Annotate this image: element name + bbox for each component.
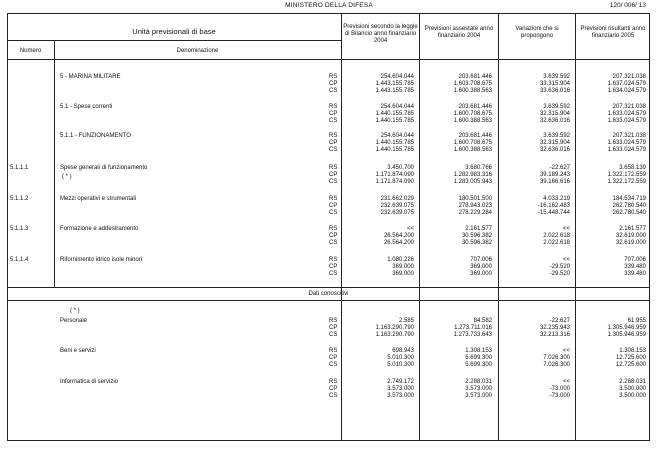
row-type-code: CS <box>329 88 338 94</box>
row-value: 12.725.600 <box>615 362 646 368</box>
row-value: 207.321.038 <box>612 74 646 80</box>
row-value: 1.600.708.675 <box>453 140 492 146</box>
row-value: << <box>562 226 570 232</box>
page-number: 120/ 006/ 13 <box>609 2 646 9</box>
row-type-code: CP <box>329 355 338 361</box>
row-value: 232.639.075 <box>380 203 414 209</box>
row-type-code: RS <box>329 257 338 263</box>
row-value: 1.163.290.790 <box>375 332 414 338</box>
row-value: 32.315.904 <box>539 140 570 146</box>
header-numero: Numero <box>19 48 42 54</box>
row-value: 184.534.719 <box>612 196 646 202</box>
row-value: 61.955 <box>627 318 646 324</box>
row-value: 203.681.446 <box>458 133 492 139</box>
row-value: 1.633.024.579 <box>607 118 646 124</box>
row-value: 1.443.155.785 <box>375 81 414 87</box>
row-value: 84.582 <box>473 318 492 324</box>
dati-conoscitivi-title: Dati conoscitivi <box>308 291 349 297</box>
row-value: 1.443.155.785 <box>375 88 414 94</box>
row-number: 5.1.1.3 <box>10 226 29 232</box>
row-value: 369.000 <box>470 271 492 277</box>
row-value: 3.658.139 <box>619 165 646 171</box>
row-value: 339.480 <box>624 264 646 270</box>
row-label: 5.1 - Spese correnti <box>60 104 113 110</box>
row-value: 3.500.000 <box>619 386 646 392</box>
row-value: 39.166.616 <box>539 179 570 185</box>
dati-rule-2 <box>7 300 650 301</box>
row-value: 33.315.904 <box>539 81 570 87</box>
row-type-code: CP <box>329 325 338 331</box>
row-value: 2.161.577 <box>465 226 492 232</box>
row-value: << <box>562 348 570 354</box>
header-denominazione: Denominazione <box>176 48 219 54</box>
row-label: Informatica di servizio <box>60 379 119 385</box>
row-value: 369.000 <box>392 264 414 270</box>
row-value: 1.282.983.316 <box>453 172 492 178</box>
row-value: 3.680.766 <box>465 165 492 171</box>
row-value: 32.315.904 <box>539 111 570 117</box>
row-type-code: RS <box>329 318 338 324</box>
row-type-code: RS <box>329 133 338 139</box>
row-value: 2.749.172 <box>387 379 414 385</box>
row-type-code: CS <box>329 332 338 338</box>
row-value: 707.006 <box>624 257 646 263</box>
row-number: 5.1.1.2 <box>10 196 29 202</box>
row-type-code: RS <box>329 379 338 385</box>
row-value: 1.633.024.579 <box>607 140 646 146</box>
row-label: 5.1.1 - FUNZIONAMENTO <box>60 133 131 139</box>
row-value: 1.440.155.785 <box>375 147 414 153</box>
row-value: 698.943 <box>392 348 414 354</box>
row-value: 1.440.155.785 <box>375 140 414 146</box>
row-value: -73.000 <box>549 386 570 392</box>
row-value: 32.636.016 <box>539 147 570 153</box>
row-value: 7.026.300 <box>543 362 570 368</box>
header-unita: Unità previsionali di base <box>132 27 216 36</box>
row-value: 1.600.388.563 <box>453 147 492 153</box>
row-value: 339.480 <box>624 271 646 277</box>
row-value: 3.450.700 <box>387 165 414 171</box>
row-value: 707.006 <box>470 257 492 263</box>
row-value: 2.022.618 <box>543 233 570 239</box>
row-value: 3.573.000 <box>387 393 414 399</box>
row-type-code: CP <box>329 140 338 146</box>
row-value: 207.321.038 <box>612 104 646 110</box>
row-value: -22.627 <box>549 165 570 171</box>
row-value: 231.662.029 <box>380 196 414 202</box>
row-value: -22.627 <box>549 318 570 324</box>
row-value: 39.189.243 <box>539 172 570 178</box>
row-type-code: CS <box>329 240 338 246</box>
row-value: 2.161.577 <box>619 226 646 232</box>
row-value: << <box>562 257 570 263</box>
row-value: 33.636.016 <box>539 88 570 94</box>
row-value: 1.308.153 <box>465 348 492 354</box>
row-value: 30.596.382 <box>461 240 492 246</box>
row-number: 5.1.1.1 <box>10 165 29 171</box>
row-value: 232.639.075 <box>380 210 414 216</box>
row-value: 3.573.000 <box>465 386 492 392</box>
row-value: 3.573.000 <box>465 393 492 399</box>
row-value: 1.633.024.579 <box>607 147 646 153</box>
page-header-title: MINISTERO DELLA DIFESA <box>285 2 373 9</box>
row-value: 1.322.172.559 <box>607 172 646 178</box>
row-value: 32.235.943 <box>539 325 570 331</box>
row-value: 1.171.874.090 <box>375 172 414 178</box>
col-sep-c2 <box>419 13 420 441</box>
row-type-code: CS <box>329 393 338 399</box>
row-type-code: RS <box>329 196 338 202</box>
row-label: 5 - MARINA MILITARE <box>60 74 121 80</box>
row-value: 254.604.044 <box>380 74 414 80</box>
dati-note: ( * ) <box>70 308 80 314</box>
row-type-code: RS <box>329 104 338 110</box>
row-value: 5.010.300 <box>387 362 414 368</box>
row-value: 3.639.592 <box>543 133 570 139</box>
row-value: 1.600.708.675 <box>453 111 492 117</box>
row-value: 1.440.155.785 <box>375 111 414 117</box>
row-value: 12.725.600 <box>615 355 646 361</box>
col-sep-numero <box>54 40 55 287</box>
header-rule-2 <box>7 59 650 60</box>
row-value: 3.639.592 <box>543 74 570 80</box>
row-value: -15.448.744 <box>537 210 570 216</box>
row-value: -29.520 <box>549 264 570 270</box>
row-value: 369.000 <box>470 264 492 270</box>
row-type-code: CS <box>329 271 338 277</box>
row-value: 180.501.500 <box>458 196 492 202</box>
row-value: 5.010.300 <box>387 355 414 361</box>
header-c3: Variazioni che si propongono <box>515 26 559 39</box>
row-label: Personale <box>60 318 88 324</box>
row-label: Formazione e addestramento <box>60 226 139 232</box>
row-type-code: CP <box>329 203 338 209</box>
row-value: 1.600.388.563 <box>453 88 492 94</box>
row-value: << <box>406 226 414 232</box>
row-value: -16.162.483 <box>537 203 570 209</box>
row-label: Rifornimento idrico isole minori <box>60 257 143 263</box>
row-label: Spese generali di funzionamento <box>60 165 148 171</box>
row-value: 32.213.316 <box>539 332 570 338</box>
row-type-code: RS <box>329 74 338 80</box>
row-value: 1.308.153 <box>619 348 646 354</box>
row-type-code: CP <box>329 81 338 87</box>
header-c1: Previsioni secondo la leggle di Bilancio anno finanziario 2004 <box>343 24 418 44</box>
col-sep-c1 <box>341 13 342 441</box>
row-value: 3.500.000 <box>619 393 646 399</box>
row-value: 7.026.300 <box>543 355 570 361</box>
row-value: 3.573.000 <box>387 386 414 392</box>
row-value: 1.305.946.959 <box>607 325 646 331</box>
row-type-code: CS <box>329 147 338 153</box>
row-value: 369.000 <box>392 271 414 277</box>
row-value: 2.585 <box>398 318 414 324</box>
row-value: 32.619.000 <box>615 233 646 239</box>
row-value: 1.171.874.090 <box>375 179 414 185</box>
row-label: Mezzi operativi e strumentali <box>60 196 137 202</box>
row-value: 26.564.200 <box>383 233 414 239</box>
row-type-code: CP <box>329 233 338 239</box>
row-value: 278.229.284 <box>458 210 492 216</box>
row-value: 262.780.540 <box>612 203 646 209</box>
row-type-code: CP <box>329 172 338 178</box>
dati-rule <box>7 287 650 288</box>
row-value: 32.636.016 <box>539 118 570 124</box>
row-type-code: CP <box>329 264 338 270</box>
row-value: 207.321.038 <box>612 133 646 139</box>
header-c2: Previsioni assestate anno finanziario 2004 <box>424 26 494 39</box>
row-value: 1.163.290.790 <box>375 325 414 331</box>
row-value: -73.000 <box>549 393 570 399</box>
row-value: -29.520 <box>549 271 570 277</box>
row-value: 32.619.000 <box>615 240 646 246</box>
row-value: 1.273.733.643 <box>453 332 492 338</box>
row-value: 1.603.708.675 <box>453 81 492 87</box>
row-note: ( * ) <box>62 174 72 180</box>
row-value: 1.600.388.563 <box>453 118 492 124</box>
row-value: 262.780.540 <box>612 210 646 216</box>
row-value: 5.699.300 <box>465 362 492 368</box>
header-rule-1 <box>7 40 341 41</box>
row-label: Beni e servizi <box>60 348 96 354</box>
row-value: 203.681.446 <box>458 104 492 110</box>
row-value: 203.681.446 <box>458 74 492 80</box>
row-value: 1.305.946.959 <box>607 332 646 338</box>
row-type-code: CS <box>329 118 338 124</box>
row-value: 1.080.226 <box>387 257 414 263</box>
row-number: 5.1.1.4 <box>10 257 29 263</box>
row-type-code: RS <box>329 348 338 354</box>
row-value: 2.288.031 <box>465 379 492 385</box>
row-value: 278.943.023 <box>458 203 492 209</box>
row-type-code: CS <box>329 362 338 368</box>
row-value: 1.633.024.579 <box>607 111 646 117</box>
row-value: 1.283.005.943 <box>453 179 492 185</box>
row-type-code: CP <box>329 386 338 392</box>
row-value: 26.564.200 <box>383 240 414 246</box>
row-type-code: RS <box>329 226 338 232</box>
row-type-code: CP <box>329 111 338 117</box>
row-value: 5.699.300 <box>465 355 492 361</box>
row-value: 4.033.219 <box>543 196 570 202</box>
row-value: 1.322.172.559 <box>607 179 646 185</box>
header-c4: Previsioni risultanti anno finanziario 2005 <box>580 26 646 39</box>
row-value: 1.440.155.785 <box>375 118 414 124</box>
row-value: 1.273.711.016 <box>454 325 492 331</box>
row-value: 1.637.024.579 <box>607 81 646 87</box>
row-value: 254.604.044 <box>380 133 414 139</box>
row-type-code: CS <box>329 179 338 185</box>
row-value: 1.634.024.579 <box>607 88 646 94</box>
row-type-code: RS <box>329 165 338 171</box>
row-value: 2.288.031 <box>619 379 646 385</box>
row-value: 3.639.592 <box>543 104 570 110</box>
row-value: 254.604.044 <box>380 104 414 110</box>
row-value: 2.022.618 <box>543 240 570 246</box>
row-type-code: CS <box>329 210 338 216</box>
row-value: 30.596.382 <box>461 233 492 239</box>
row-value: << <box>562 379 570 385</box>
col-sep-c3 <box>498 13 499 441</box>
